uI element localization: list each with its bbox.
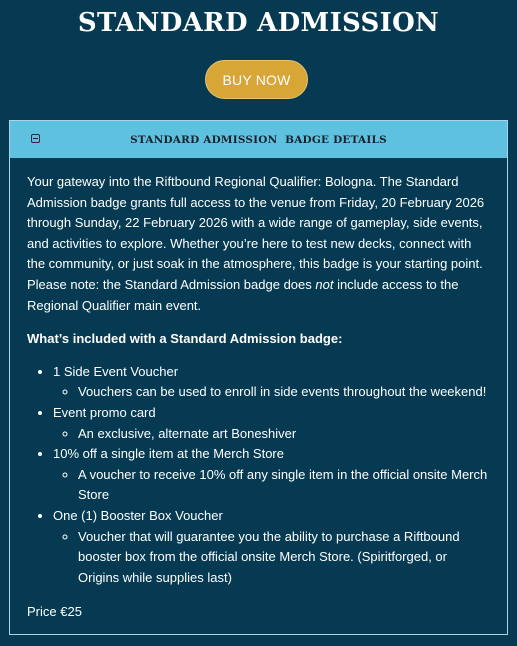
item-detail: ◦ Vouchers can be used to enroll in side events throughout the weekend!	[78, 382, 490, 403]
badge-details-panel	[9, 120, 508, 635]
badge-details-header[interactable]	[10, 121, 507, 158]
item-detail: ◦ An exclusive, alternate art Boneshiver	[78, 424, 490, 445]
item-detail-list	[53, 424, 490, 445]
list-item	[53, 403, 490, 444]
page-title: STANDARD ADMISSION	[77, 8, 440, 38]
included-heading: What’s included with a Standard Admission badge:	[27, 331, 343, 347]
item-detail: ◦ A voucher to receive 10% off any single item in the official onsite Merch Store	[78, 465, 490, 506]
item-detail-list	[53, 527, 490, 589]
included-items-list	[27, 362, 490, 589]
description-text-end: include access to the Regional Qualifier main event.	[27, 276, 459, 313]
buy-now-button[interactable]: BUY NOW	[205, 60, 308, 99]
description-text: Your gateway into the Riftbound Regional Qualifier: Bologna. The Standard Admission badge grants full access to the venue from Friday, 20 February 2026 through Sunday, 22 February 2026 with a wide range of gameplay, side events, and activities to explore. Whether you’re here to test new decks, connect with the community, or just soak in the atmosphere, this badge is your starting point. Please note: the Standard Admission badge does	[27, 174, 485, 292]
collapse-icon[interactable]	[31, 134, 40, 143]
item-detail: ◦ Voucher that will guarantee you the ability to purchase a Riftbound booster box from the official onsite Merch Store. (Spiritforged, or Origins while supplies last)	[78, 527, 490, 589]
item-label: Event promo card	[53, 404, 156, 420]
list-item	[53, 362, 490, 403]
item-label: 1 Side Event Voucher	[53, 363, 179, 379]
item-detail-list	[53, 382, 490, 403]
item-label: One (1) Booster Box Voucher	[53, 507, 223, 523]
description-emphasis: not	[315, 276, 334, 292]
list-item	[53, 506, 490, 588]
price-text: Price €25	[27, 604, 82, 620]
badge-description	[27, 172, 490, 316]
badge-details-title: STANDARD ADMISSION BADGE DETAILS	[130, 133, 387, 146]
badge-details-body	[10, 158, 507, 623]
list-item	[53, 444, 490, 506]
item-detail-list	[53, 465, 490, 506]
item-label: 10% off a single item at the Merch Store	[53, 446, 284, 462]
